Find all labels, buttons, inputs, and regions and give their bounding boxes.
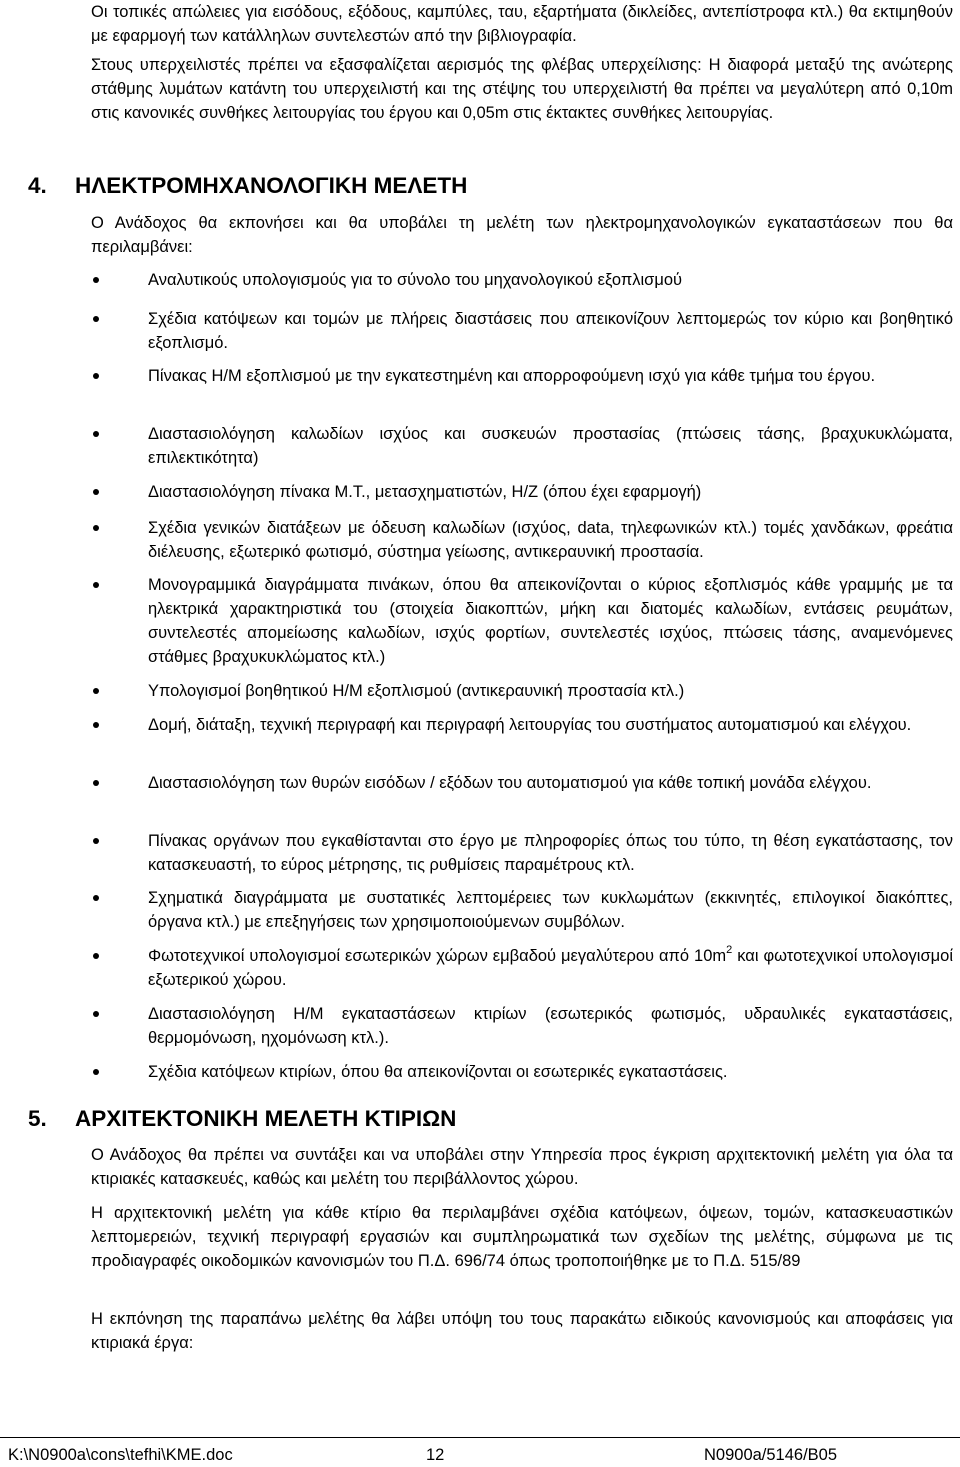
list-item-text: Φωτοτεχνικοί υπολογισμοί εσωτερικών χώρων εμβαδού μεγαλύτερου από 10m (148, 947, 727, 965)
intro-paragraph-2: Στους υπερχειλιστές πρέπει να εξασφαλίζεται αερισμός της φλέβας υπερχείλισης: Η διαφορά μεταξύ της ανώτερης στάθμης λυμάτων κατάντη του υπερχειλιστή και της στέψης του υπερχειλιστή θα πρέπει να μεγαλύτερη από 0,10m στις κανονικές συνθήκες λειτουργίας του έργου και 0,05m στις έκτακτες συνθήκες λειτουργίας. (91, 56, 953, 122)
page-footer (0, 1437, 960, 1464)
bullet-icon (93, 277, 99, 283)
list-item-text: Σχέδια κατόψεων κτιρίων, όπου θα απεικονίζονται οι εσωτερικές εγκαταστάσεις. (148, 1063, 728, 1081)
list-item-text: Σχέδια κατόψεων και τομών με πλήρεις διαστάσεις που απεικονίζουν λεπτομερώς τον κύριο και βοηθητικό εξοπλισμό. (148, 310, 953, 352)
bullet-icon (93, 373, 99, 379)
list-item-text: Διαστασιολόγηση καλωδίων ισχύος και συσκευών προστασίας (πτώσεις τάσης, βραχυκυκλώματα, επιλεκτικότητα) (148, 425, 953, 467)
list-item-text: Διαστασιολόγηση Η/Μ εγκαταστάσεων κτιρίων (εσωτερικός φωτισμός, υδραυλικές εγκαταστάσεις, θερμομόνωση, ηχομόνωση κτλ.). (148, 1005, 953, 1047)
list-item-text: Σχηματικά διαγράμματα με συστατικές λεπτομέρειες των κυκλωμάτων (εκκινητές, επιλογικοί διακόπτες, όργανα κτλ.) με επεξηγήσεις των χρησιμοποιούμενων συμβόλων. (148, 889, 953, 931)
bullet-icon (93, 838, 99, 844)
bullet-icon (93, 688, 99, 694)
section-5-heading (28, 1105, 456, 1133)
section-5-number: 5. (28, 1106, 47, 1131)
bullet-icon (93, 431, 99, 437)
section-4-number: 4. (28, 173, 47, 198)
list-item-text: Υπολογισμοί βοηθητικού Η/Μ εξοπλισμού (αντικεραυνική προστασία κτλ.) (148, 682, 685, 700)
bullet-icon (93, 525, 99, 531)
footer-page-number: 12 (426, 1446, 445, 1464)
section-4-heading (28, 172, 467, 200)
intro-paragraph-1: Οι τοπικές απώλειες για εισόδους, εξόδους, καμπύλες, ταυ, εξαρτήματα (δικλείδες, αντεπίστροφα κτλ.) θα εκτιμηθούν με εφαρμογή των κατάλληλων συντελεστών από την βιβλιογραφία. (91, 3, 953, 45)
section-5-paragraph-3: Η εκπόνηση της παραπάνω μελέτης θα λάβει υπόψη του τους παρακάτω ειδικούς κανονισμούς και αποφάσεις για κτιριακά έργα: (91, 1310, 953, 1352)
list-item-text: Διαστασιολόγηση των θυρών εισόδων / εξόδων του αυτοματισμού για κάθε τοπική μονάδα ελέγχου. (148, 774, 872, 792)
bullet-icon (93, 1011, 99, 1017)
footer-reference: N0900a/5146/B05 (704, 1446, 838, 1464)
bullet-icon (93, 316, 99, 322)
list-item-text: Διαστασιολόγηση πίνακα Μ.Τ., μετασχηματιστών, Η/Ζ (όπου έχει εφαρμογή) (148, 483, 702, 501)
section-5-paragraph-2: Η αρχιτεκτονική μελέτη για κάθε κτίριο θα περιλαμβάνει σχέδια κατόψεων, όψεων, τομών, κατασκευαστικών λεπτομερειών, τεχνική περιγραφή εργασιών και συμπληρωματικά των σχεδίων της μελέτης, σύμφωνα με τις προδιαγραφές οικοδομικών κανονισμών του Π.Δ. 696/74 όπως τροποποιήθηκε με το Π.Δ. 515/89 (91, 1204, 953, 1270)
bullet-icon (93, 722, 99, 728)
section-5-title: ΑΡΧΙΤΕΚΤΟΝΙΚΗ ΜΕΛΕΤΗ ΚΤΙΡΙΩΝ (75, 1106, 457, 1131)
bullet-icon (93, 582, 99, 588)
section-4-title: ΗΛΕΚΤΡΟΜΗΧΑΝΟΛΟΓΙΚΗ ΜΕΛΕΤΗ (75, 173, 468, 198)
list-item-text: Σχέδια γενικών διατάξεων με όδευση καλωδίων (ισχύος, data, τηλεφωνικών κτλ.) τομές χανδάκων, φρεάτια διέλευσης, εξωτερικό φωτισμό, σύστημα γείωσης, αντικεραυνική προστασία. (148, 519, 953, 561)
list-item-text: Πίνακας οργάνων που εγκαθίστανται στο έργο με πληροφορίες όπως του τύπο, τη θέση εγκατάστασης, τον κατασκευαστή, το εύρος μέτρησης, τις ρυθμίσεις παραμέτρους κτλ. (148, 832, 953, 874)
list-item-text: και φωτοτεχνικοί υπολογισμοί εξωτερικού χώρου. (148, 947, 953, 989)
bullet-icon (93, 780, 99, 786)
bullet-icon (93, 1069, 99, 1075)
list-item-text: Πίνακας Η/Μ εξοπλισμού με την εγκατεστημένη και απορροφούμενη ισχύ για κάθε τμήμα του έργου. (148, 367, 876, 385)
bullet-icon (93, 895, 99, 901)
section-4-intro: Ο Ανάδοχος θα εκπονήσει και θα υποβάλει τη μελέτη των ηλεκτρομηχανολογικών εγκαταστάσεων που θα περιλαμβάνει: (91, 214, 953, 256)
list-item-text: Δομή, διάταξη, τεχνική περιγραφή και περιγραφή λειτουργίας του συστήματος αυτοματισμού και ελέγχου. (148, 716, 912, 734)
superscript: 2 (726, 943, 733, 956)
bullet-icon (93, 953, 99, 959)
footer-file-path: K:\N0900a\cons\tefhi\KME.doc (8, 1446, 233, 1464)
section-5-paragraph-1: Ο Ανάδοχος θα πρέπει να συντάξει και να υποβάλει στην Υπηρεσία προς έγκριση αρχιτεκτονική μελέτη για όλα τα κτιριακές κατασκευές, καθώς και μελέτη του περιβάλλοντος χώρου. (91, 1146, 953, 1188)
bullet-icon (93, 489, 99, 495)
list-item-text: Μονογραμμικά διαγράμματα πινάκων, όπου θα απεικονίζονται ο κύριος εξοπλισμός κάθε γραμμής με τα ηλεκτρικά χαρακτηριστικά του (στοιχεία διακοπτών, μήκη και διατομές καλωδίων, εντάσεις ρευμάτων, συντελεστές απομείωσης καλωδίων, ισχύς φορτίων, συντελεστές ισχύος, πτώσεις τάσης, αναμενόμενες στάθμες βραχυκυκλώματος κτλ.) (148, 576, 953, 666)
list-item-text: Αναλυτικούς υπολογισμούς για το σύνολο του μηχανολογικού εξοπλισμού (148, 271, 683, 289)
list-item-text-with-superscript (148, 944, 953, 992)
